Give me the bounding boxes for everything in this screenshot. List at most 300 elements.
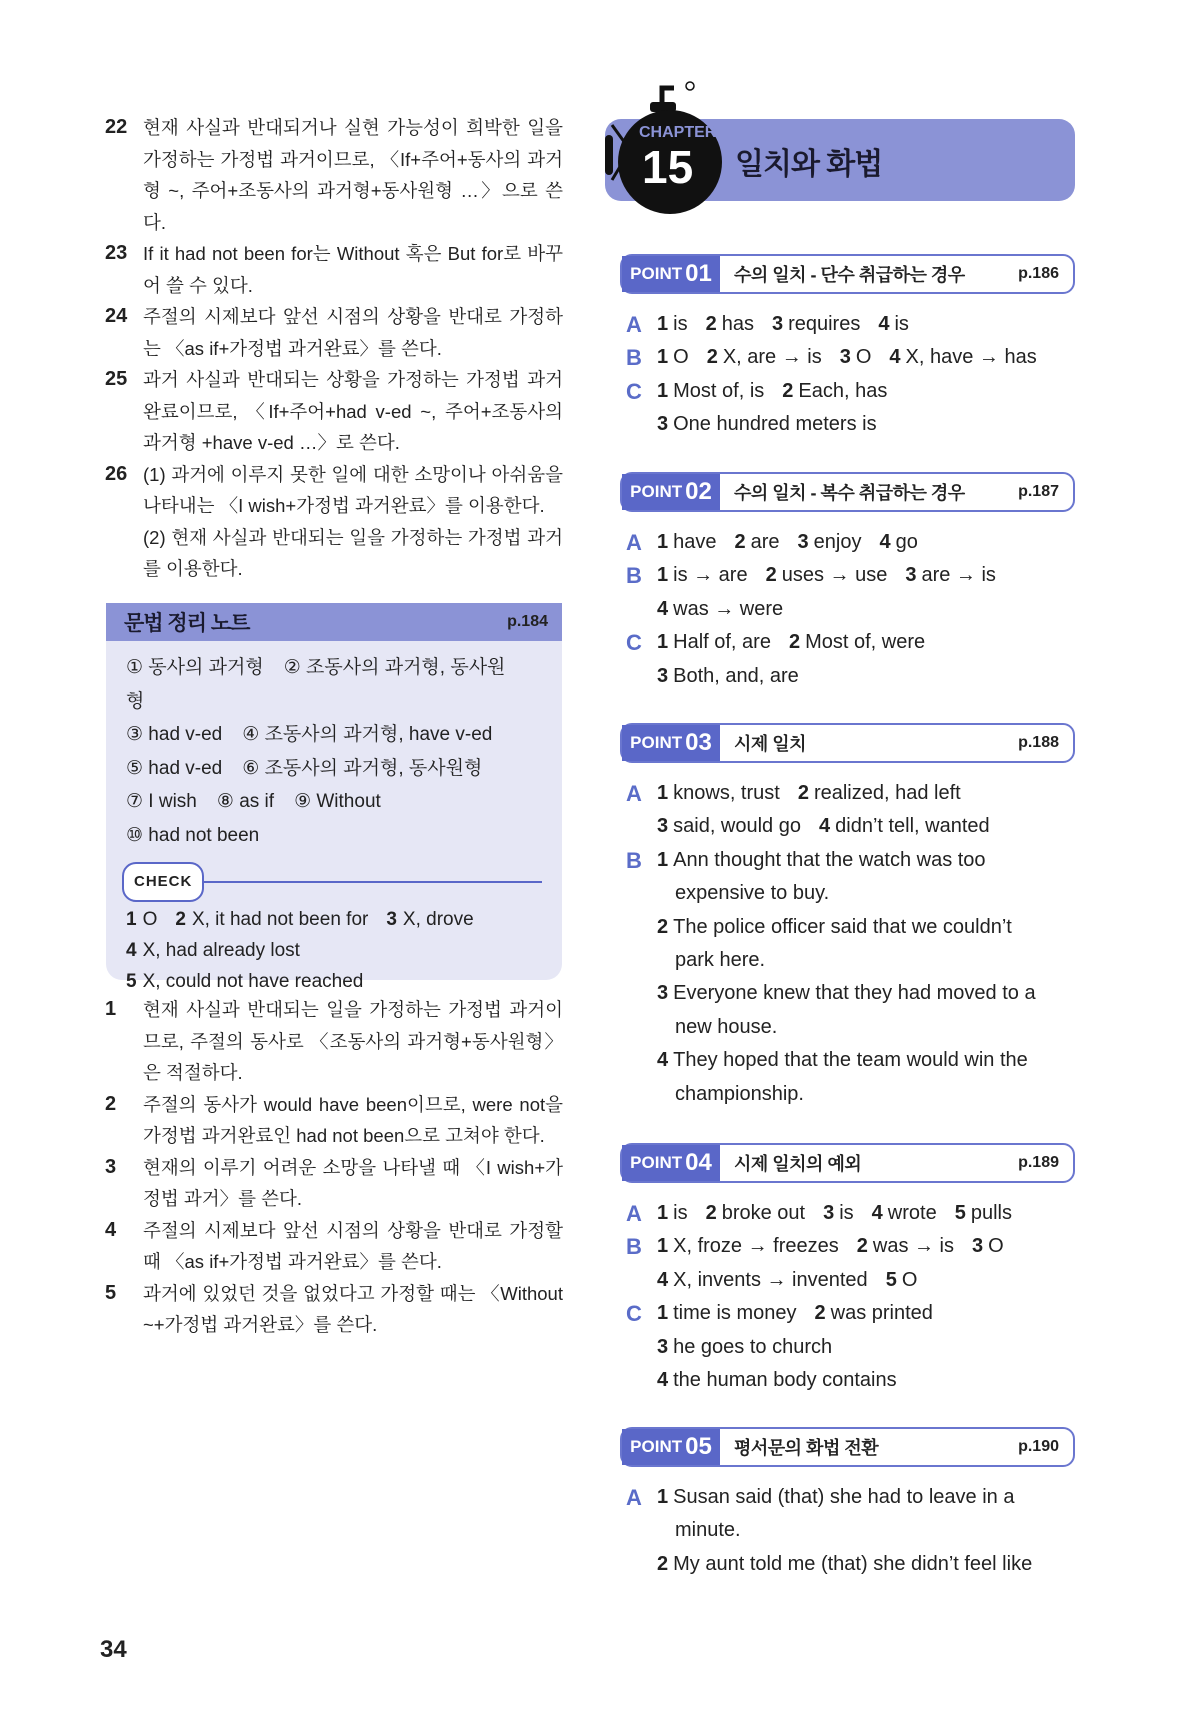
- point-number: 05: [685, 1433, 712, 1460]
- answer-number: 3: [386, 908, 397, 930]
- grammar-note-line: [126, 752, 542, 786]
- explanation-number: 26: [105, 462, 128, 485]
- explanation-paragraph: 현재 사실과 반대되는 일을 가정하는 가정법 과거이므로, 주절의 동사로 〈조동사의 과거형+동사원형〉은 적절하다.: [143, 999, 563, 1083]
- answer-item: [675, 949, 765, 971]
- answer-number: 4: [657, 1049, 669, 1072]
- answer-text: is → are: [673, 564, 748, 587]
- section-lines: [657, 1481, 1075, 1581]
- answer-item: [657, 1049, 1028, 1071]
- answer-number: 3: [657, 664, 669, 687]
- answer-line: [657, 526, 1075, 559]
- explanation-number: 2: [105, 1092, 117, 1115]
- point-header: [620, 1143, 1075, 1183]
- answer-number: 1: [657, 782, 669, 804]
- grammar-note-answer: ⑤ had v-ed: [126, 757, 223, 779]
- answer-text: Each, has: [798, 379, 888, 402]
- section-letter: B: [626, 563, 642, 589]
- point-answers: [620, 308, 1075, 442]
- answer-number: 2: [797, 782, 809, 804]
- answer-text: have: [673, 531, 717, 553]
- answer-text: broke out: [721, 1202, 806, 1224]
- point-number: 02: [685, 478, 712, 505]
- explanation-paragraph: 과거에 있었던 것을 없었다고 가정할 때는 〈Without ~+가정법 과거완료〉를 쓴다.: [143, 1282, 563, 1335]
- answer-number: 5: [954, 1202, 966, 1224]
- explanation-text: [143, 1089, 563, 1152]
- answer-line: [657, 1230, 1075, 1263]
- explanation-paragraph: 현재의 이루기 어려운 소망을 나타낼 때 〈I wish+가정법 과거〉를 쓴다.: [143, 1156, 563, 1209]
- point-page: p.188: [1018, 734, 1059, 751]
- grammar-note-answer: ⑩ had not been: [126, 824, 260, 846]
- answer-item: [657, 631, 771, 653]
- answer-section: [620, 777, 1075, 844]
- answer-section: [620, 375, 1075, 442]
- answer-item: [798, 782, 961, 804]
- point-page: p.189: [1018, 1154, 1059, 1171]
- explanation-paragraph: 현재 사실과 반대되거나 실현 가능성이 희박한 일을 가정하는 가정법 과거이므로, 〈If+주어+동사의 과거형 ~, 주어+조동사의 과거형+동사원형 …〉으로 쓴다.: [143, 117, 563, 233]
- check-answer-line: [126, 904, 542, 935]
- section-lines: [657, 1297, 1075, 1397]
- check-answer: [386, 909, 473, 930]
- explanation-item: [105, 994, 563, 1089]
- answer-item: [657, 1269, 868, 1291]
- check-rule: [204, 881, 542, 883]
- answer-item: [657, 782, 780, 804]
- answer-line: [657, 1548, 1075, 1581]
- answer-text: is: [894, 313, 909, 335]
- answer-item: [675, 1083, 804, 1105]
- answer-item: [879, 531, 917, 553]
- answer-number: 1: [657, 848, 669, 871]
- answer-text: X, drove: [402, 908, 474, 930]
- answer-line: [657, 944, 1075, 977]
- explanation-number: 25: [105, 368, 128, 390]
- answer-item: [823, 1202, 854, 1224]
- answer-text: Most of, is: [673, 379, 765, 402]
- chapter-title: 일치와 화법: [735, 148, 883, 181]
- explanation-item: [105, 112, 563, 238]
- explanation-paragraph: If it had not been for는 Without 혹은 But for로 바꾸어 쓸 수 있다.: [143, 243, 563, 296]
- section-lines: [657, 1197, 1075, 1230]
- answer-section: [620, 1197, 1075, 1230]
- grammar-note-answer: ⑥ 조동사의 과거형, 동사원형: [242, 757, 483, 779]
- explanations-top: [0, 112, 563, 585]
- section-lines: [657, 626, 1075, 693]
- answer-number: 3: [771, 313, 784, 335]
- answer-number: 3: [657, 1335, 669, 1358]
- answer-number: 1: [657, 346, 669, 369]
- answer-number: 1: [657, 531, 669, 553]
- answer-number: 2: [734, 531, 746, 553]
- explanation-text: [143, 112, 563, 238]
- answer-line: [657, 660, 1075, 693]
- explanation-item: [105, 238, 563, 301]
- answer-text: O: [142, 908, 158, 930]
- point-section: [620, 254, 1075, 442]
- grammar-note-page: p.184: [507, 613, 548, 630]
- point-label: [622, 256, 720, 292]
- point-word: POINT: [630, 1437, 683, 1456]
- explanation-number: 3: [105, 1155, 117, 1178]
- section-letter: C: [626, 630, 642, 656]
- point-page: p.190: [1018, 1438, 1059, 1455]
- answer-item: [766, 564, 888, 586]
- grammar-note-answer: ③ had v-ed: [126, 724, 223, 745]
- answer-item: [657, 849, 986, 871]
- point-answers: [620, 1481, 1075, 1581]
- grammar-note-answer: ④ 조동사의 과거형, have v-ed: [242, 724, 493, 745]
- answer-line: [657, 308, 1075, 341]
- section-lines: [657, 559, 1075, 626]
- point-label: [622, 1145, 720, 1181]
- grammar-note-line: [126, 718, 542, 752]
- answer-item: [675, 882, 829, 904]
- check-answer: [126, 971, 363, 992]
- answer-text: X, had already lost: [142, 939, 300, 961]
- answer-number: 1: [657, 313, 669, 335]
- answer-number: 5: [885, 1268, 897, 1291]
- answer-item: [657, 1202, 688, 1224]
- answer-section: [620, 526, 1075, 559]
- answer-line: [657, 408, 1075, 441]
- answer-text: is: [673, 313, 688, 335]
- section-letter: B: [626, 847, 642, 873]
- point-label: [622, 1429, 720, 1465]
- explanation-number: 1: [105, 998, 117, 1020]
- answer-text: The police officer said that we couldn’t: [673, 915, 1012, 938]
- section-letter: A: [626, 1485, 642, 1510]
- answer-number: 1: [657, 1202, 669, 1224]
- answer-item: [657, 313, 688, 335]
- explanation-paragraph: (1) 과거에 이루지 못한 일에 대한 소망이나 아쉬움을 나타내는 〈I wish+가정법 과거완료〉를 이용한다.: [143, 463, 563, 516]
- answer-number: 1: [657, 1302, 669, 1325]
- answer-section: [620, 341, 1075, 374]
- chapter-number: 15: [642, 141, 694, 193]
- answer-item: [657, 1235, 839, 1257]
- answer-item: [706, 1202, 806, 1224]
- answer-item: [657, 1336, 832, 1358]
- answer-number: 4: [657, 1369, 669, 1392]
- explanation-text: [143, 238, 563, 301]
- point-section: [620, 723, 1075, 1111]
- answer-text: are: [750, 531, 780, 553]
- answer-number: 5: [126, 970, 137, 992]
- answer-item: [657, 1486, 1014, 1508]
- answer-text: was → were: [673, 597, 784, 620]
- answer-text: park here.: [675, 949, 766, 972]
- explanation-item: [105, 459, 563, 585]
- answer-item: [872, 1202, 937, 1224]
- answer-text: X, are → is: [722, 346, 822, 369]
- explanation-paragraph: 주절의 시제보다 앞선 시점의 상황을 반대로 가정하는 〈as if+가정법 과거완료〉를 쓴다.: [143, 306, 563, 359]
- answer-number: 4: [657, 597, 669, 620]
- answer-number: 2: [175, 908, 186, 930]
- answer-item: [657, 982, 1036, 1004]
- answer-section: [620, 626, 1075, 693]
- answer-section: [620, 1297, 1075, 1397]
- point-section: [620, 1427, 1075, 1581]
- answer-item: [815, 1302, 933, 1324]
- answer-text: They hoped that the team would win the: [673, 1049, 1028, 1072]
- answer-item: [789, 631, 925, 653]
- answer-text: didn’t tell, wanted: [835, 815, 990, 838]
- answer-text: X, froze → freezes: [673, 1235, 839, 1258]
- answer-line: [657, 1364, 1075, 1397]
- answer-line: [657, 777, 1075, 810]
- point-header: [620, 723, 1075, 763]
- answer-item: [657, 916, 1012, 938]
- grammar-note-answer: ⑨ Without: [294, 791, 381, 812]
- point-title: 평서문의 화법 전환: [734, 1438, 879, 1458]
- answer-section: [620, 1481, 1075, 1581]
- answer-number: 2: [657, 1552, 669, 1575]
- answer-line: [657, 1331, 1075, 1364]
- answer-text: knows, trust: [673, 782, 780, 804]
- answer-number: 3: [797, 531, 809, 553]
- point-title: 수의 일치 - 복수 취급하는 경우: [734, 483, 965, 503]
- answer-line: [657, 1514, 1075, 1547]
- answer-text: enjoy: [813, 531, 862, 553]
- explanation-item: [105, 1152, 563, 1215]
- answer-text: X, it had not been for: [191, 908, 369, 930]
- answer-text: Both, and, are: [673, 664, 799, 687]
- answer-number: 4: [879, 531, 891, 553]
- answer-item: [798, 531, 862, 553]
- check-answer: [126, 909, 157, 930]
- answer-text: X, have → has: [905, 346, 1037, 369]
- page-number: 34: [100, 1636, 127, 1663]
- answer-number: 1: [657, 1486, 669, 1508]
- grammar-note-header: [106, 603, 562, 641]
- answer-text: O: [673, 346, 689, 369]
- point-word: POINT: [630, 1153, 683, 1172]
- answer-line: [657, 1264, 1075, 1297]
- point-label: [622, 474, 720, 510]
- point-page: p.186: [1018, 265, 1059, 282]
- explanation-paragraph: 주절의 동사가 would have been이므로, were not을 가정법 과거완료인 had not been으로 고쳐야 한다.: [143, 1093, 563, 1146]
- answer-line: [657, 1197, 1075, 1230]
- check-badge: CHECK: [122, 862, 204, 902]
- answer-text: My aunt told me (that) she didn’t feel like: [673, 1552, 1033, 1575]
- explanation-number: 24: [105, 305, 128, 327]
- answer-item: [707, 346, 822, 368]
- answer-text: Susan said (that) she had to leave in a: [673, 1486, 1015, 1508]
- point-header: [620, 254, 1075, 294]
- answer-section: [620, 1230, 1075, 1297]
- answer-section: [620, 308, 1075, 341]
- answer-number: 2: [657, 915, 669, 938]
- answer-item: [657, 564, 748, 586]
- answer-number: 4: [126, 939, 137, 961]
- answer-text: X, invents → invented: [673, 1268, 868, 1291]
- answer-text: Ann thought that the watch was too: [673, 848, 986, 871]
- explanation-text: [143, 994, 563, 1089]
- answer-number: 4: [878, 313, 890, 335]
- answer-text: is: [673, 1202, 688, 1224]
- answer-text: new house.: [675, 1015, 778, 1038]
- answer-number: 3: [657, 982, 669, 1005]
- point-header: [620, 472, 1075, 512]
- answer-line: [657, 1297, 1075, 1330]
- answer-item: [657, 346, 689, 368]
- explanation-paragraph: (2) 현재 사실과 반대되는 일을 가정하는 가정법 과거를 이용한다.: [143, 526, 563, 579]
- answer-number: 1: [657, 1235, 669, 1258]
- point-number: 01: [685, 260, 712, 287]
- answer-number: 3: [823, 1202, 835, 1224]
- section-lines: [657, 526, 1075, 559]
- answer-number: 2: [705, 313, 717, 335]
- grammar-note-line: [126, 785, 542, 819]
- check-answer-line: [126, 966, 542, 997]
- check-answer: [126, 940, 300, 961]
- explanation-paragraph: 과거 사실과 반대되는 상황을 가정하는 가정법 과거완료이므로, 〈If+주어+had v-ed ~, 주어+조동사의 과거형 +have v-ed …〉로 쓴다.: [143, 369, 563, 453]
- answer-number: 1: [657, 379, 669, 402]
- answer-line: [657, 844, 1075, 877]
- answer-text: are → is: [921, 564, 996, 587]
- answer-text: X, could not have reached: [142, 970, 364, 992]
- explanation-text: [143, 364, 563, 459]
- section-lines: [657, 308, 1075, 341]
- explanation-paragraph: 주절의 시제보다 앞선 시점의 상황을 반대로 가정할 때 〈as if+가정법 과거완료〉를 쓴다.: [143, 1219, 563, 1272]
- answer-line: [657, 593, 1075, 626]
- explanation-item: [105, 301, 563, 364]
- check-answer-line: [126, 935, 542, 966]
- answer-text: One hundred meters is: [673, 413, 877, 436]
- grammar-note-answer: ① 동사의 과거형: [126, 657, 264, 678]
- answer-number: 1: [657, 631, 669, 654]
- answer-number: 3: [839, 346, 851, 369]
- answer-text: pulls: [970, 1202, 1012, 1224]
- grammar-note-body: [106, 641, 562, 1007]
- answer-item: [657, 380, 764, 402]
- point-section: [620, 1143, 1075, 1397]
- answer-text: championship.: [675, 1082, 804, 1105]
- answer-line: [657, 375, 1075, 408]
- answer-number: 2: [706, 346, 718, 369]
- chapter-label: CHAPTER: [639, 124, 717, 141]
- answer-item: [878, 313, 909, 335]
- answer-text: is: [839, 1202, 854, 1224]
- answer-item: [657, 1369, 897, 1391]
- answer-item: [657, 815, 801, 837]
- answer-text: O: [901, 1268, 918, 1291]
- explanation-item: [105, 1089, 563, 1152]
- answer-text: O: [988, 1235, 1004, 1258]
- answer-item: [735, 531, 780, 553]
- answer-text: was → is: [872, 1235, 954, 1258]
- answer-item: [772, 313, 860, 335]
- point-word: POINT: [630, 482, 683, 501]
- explanation-number: 4: [105, 1218, 117, 1241]
- section-letter: A: [626, 312, 642, 337]
- answer-item: [782, 380, 887, 402]
- answer-line: [657, 877, 1075, 910]
- answer-text: uses → use: [781, 564, 888, 587]
- point-answers: [620, 526, 1075, 693]
- answer-item: [657, 1553, 1032, 1575]
- grammar-note-answer: ② 조동사의 과거형, 동사원형: [126, 657, 506, 712]
- section-letter: B: [626, 1234, 642, 1260]
- explanation-text: [143, 1152, 563, 1215]
- answer-text: wrote: [887, 1202, 937, 1224]
- answer-text: time is money: [673, 1302, 797, 1325]
- answer-line: [657, 1481, 1075, 1514]
- answer-item: [886, 1269, 918, 1291]
- answer-item: [889, 346, 1036, 368]
- answer-number: 3: [905, 564, 917, 587]
- point-title: 시제 일치의 예외: [734, 1154, 862, 1174]
- answer-item: [675, 1016, 777, 1038]
- answer-item: [657, 1302, 797, 1324]
- answer-item: [706, 313, 754, 335]
- answer-text: Half of, are: [673, 631, 771, 654]
- answer-number: 2: [856, 1235, 868, 1258]
- answer-line: [657, 1078, 1075, 1111]
- grammar-note-line: [126, 651, 542, 718]
- explanation-item: [105, 364, 563, 459]
- grammar-note-box: [106, 603, 562, 992]
- section-letter: C: [626, 1301, 642, 1327]
- answer-item: [657, 531, 717, 553]
- grammar-note-answer: ⑦ I wish: [126, 791, 197, 812]
- answer-line: [657, 911, 1075, 944]
- answer-item: [905, 564, 996, 586]
- point-header: [620, 1427, 1075, 1467]
- check-divider: [122, 862, 542, 902]
- answer-line: [657, 626, 1075, 659]
- point-label: [622, 725, 720, 761]
- answer-number: 2: [788, 631, 801, 654]
- point-answers: [620, 777, 1075, 1111]
- explanation-number: 5: [105, 1281, 117, 1304]
- section-lines: [657, 777, 1075, 844]
- answer-text: was printed: [830, 1302, 933, 1325]
- answer-section: [620, 559, 1075, 626]
- point-answers: [620, 1197, 1075, 1397]
- answer-number: 1: [126, 908, 137, 930]
- answer-text: realized, had left: [813, 782, 961, 804]
- answer-item: [657, 413, 877, 435]
- answer-text: the human body contains: [673, 1369, 897, 1392]
- answer-text: said, would go: [673, 815, 801, 838]
- answer-section: [620, 844, 1075, 1111]
- answer-line: [657, 559, 1075, 592]
- answer-item: [657, 598, 783, 620]
- point-number: 04: [685, 1149, 712, 1176]
- explanation-text: [143, 1278, 563, 1341]
- answer-text: requires: [788, 313, 861, 335]
- answer-text: has: [721, 313, 754, 335]
- section-lines: [657, 1230, 1075, 1297]
- explanation-number: 22: [105, 116, 128, 138]
- point-word: POINT: [630, 264, 683, 283]
- explanation-text: [143, 459, 563, 585]
- explanation-text: [143, 1215, 563, 1278]
- explanation-item: [105, 1215, 563, 1278]
- answer-line: [657, 810, 1075, 843]
- section-letter: A: [626, 530, 642, 555]
- answer-text: Most of, were: [805, 631, 926, 654]
- answer-number: 3: [657, 815, 669, 838]
- section-letter: C: [626, 378, 642, 404]
- answer-text: he goes to church: [673, 1335, 833, 1358]
- answer-line: [657, 1044, 1075, 1077]
- answer-number: 3: [657, 413, 669, 436]
- answer-number: 4: [871, 1202, 883, 1224]
- section-letter: A: [626, 1201, 642, 1226]
- answer-item: [857, 1235, 954, 1257]
- explanations-bottom: [0, 994, 563, 1341]
- answer-line: [657, 1011, 1075, 1044]
